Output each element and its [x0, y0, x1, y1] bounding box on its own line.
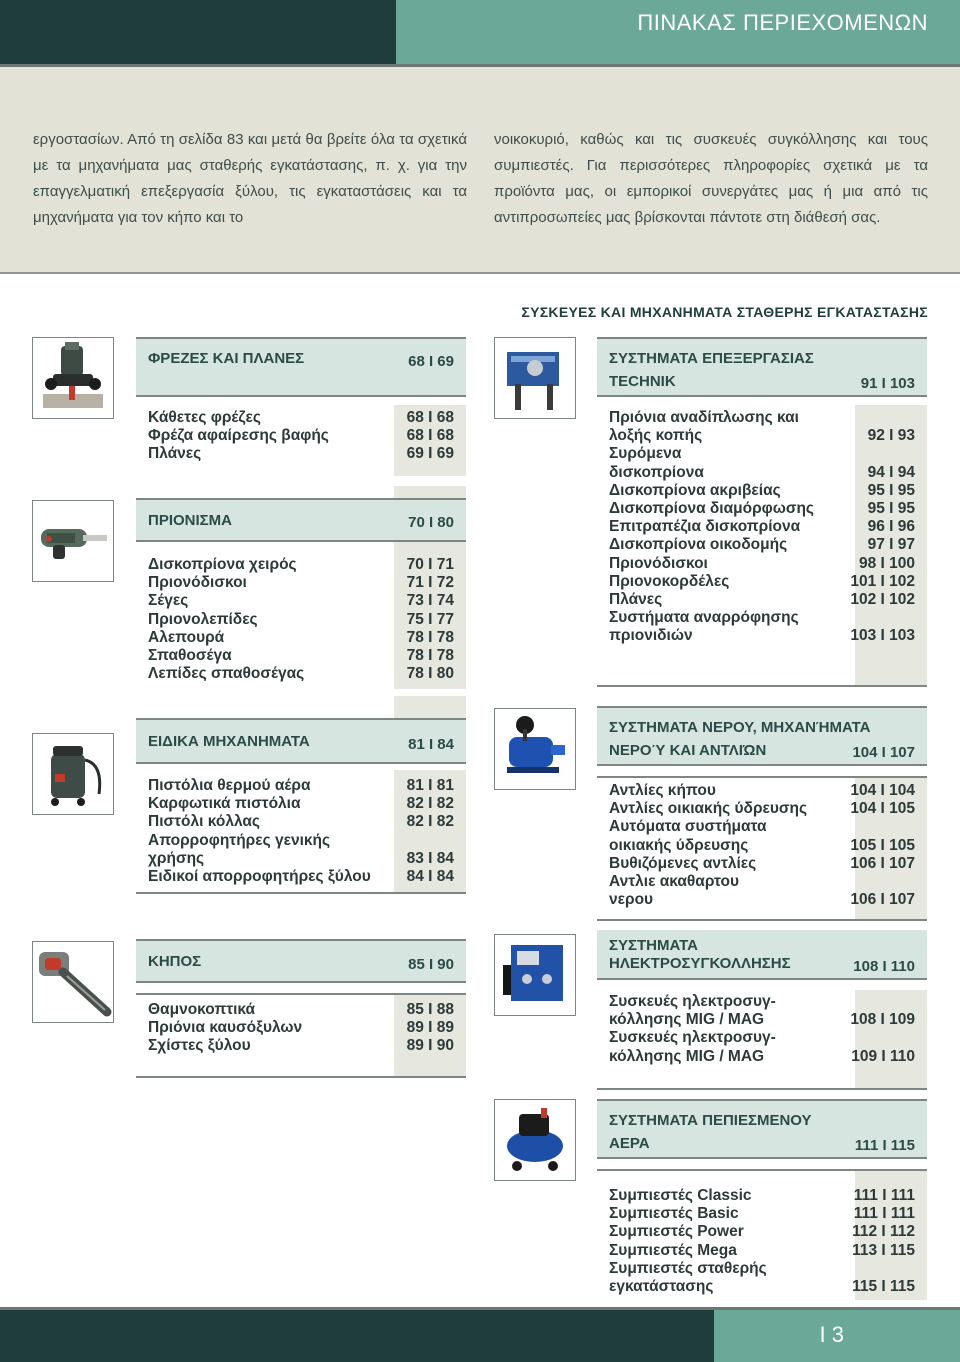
- item-label: Κάθετες φρέζες: [148, 409, 261, 426]
- item-label: Πριονόδισκοι: [609, 554, 708, 572]
- item-pages: 109 I 110: [851, 1047, 915, 1065]
- item-label: δισκοπρίονα: [609, 463, 704, 481]
- table-saw-image: [494, 337, 576, 419]
- item-label: Σπαθοσέγα: [148, 646, 232, 664]
- section-special-machines: [136, 696, 466, 894]
- section-item-list: [136, 993, 466, 1078]
- list-item: [597, 1223, 927, 1241]
- section-pages: 91 I 103: [860, 375, 915, 392]
- section-title-line2: TECHNIK: [609, 373, 676, 390]
- item-pages: 104 I 104: [850, 782, 915, 799]
- item-label: Επιτραπέζια δισκοπρίονα: [609, 518, 801, 536]
- item-label: Πριόνια καυσόξυλων: [148, 1019, 303, 1037]
- item-pages: 73 I 74: [406, 592, 454, 610]
- item-label: Συμπιεστές Mega: [609, 1241, 737, 1259]
- section-item-list: [136, 405, 466, 470]
- section-pages: 85 I 90: [408, 956, 454, 973]
- item-pages: 68 I 68: [406, 409, 454, 426]
- section-title: ΕΙΔΙΚΑ ΜΗΧΑΝΗΜΑΤΑ: [148, 733, 310, 750]
- list-item: [597, 573, 927, 591]
- section-item-list: [136, 542, 466, 689]
- list-item: [597, 1011, 927, 1029]
- list-item: [136, 592, 466, 610]
- item-pages: 108 I 109: [850, 1011, 915, 1029]
- item-label: Θαμνοκοπτικά: [148, 1001, 256, 1018]
- item-label: Συμπιεστές Basic: [609, 1205, 739, 1223]
- welder-image: [494, 934, 576, 1016]
- list-item: [597, 518, 927, 536]
- list-item: [136, 1019, 466, 1037]
- list-item: [597, 536, 927, 554]
- intro-text-right: νοικοκυριό, καθώς και τις συσκευές συγκόλλησης και τους συμπιεστές. Για περισσότερες πληροφορίες σχετικά με τα προϊόντα μας, οι εμπορικοί συνεργάτες μας ή μια από τις αντιπροσωπείες μας βρίσκονται πάντοτε στη διάθεσή σας.: [494, 131, 928, 226]
- item-label: Αντλίες κήπου: [609, 782, 716, 799]
- list-item: [597, 873, 927, 891]
- intro-box: [0, 67, 960, 274]
- item-pages: 85 I 88: [406, 1001, 454, 1018]
- list-item: [597, 891, 927, 909]
- item-label: λοξής κοπής: [609, 427, 703, 445]
- item-pages: 113 I 115: [852, 1241, 915, 1259]
- item-label: Λεπίδες σπαθοσέγας: [148, 665, 305, 683]
- item-pages: 78 I 80: [406, 665, 454, 683]
- list-item: [597, 1242, 927, 1260]
- section-title-line2: ΗΛΕΚΤΡΟΣΥΓΚΟΛΛΗΣΗΣ: [609, 955, 791, 972]
- item-label: Πιστόλι κόλλας: [148, 813, 260, 831]
- item-label: κόλλησης MIG / MAG: [609, 1047, 765, 1065]
- list-item: [597, 591, 927, 609]
- section-title-line1: ΣΥΣΤΗΜΑΤΑ ΝΕΡΟΥ, ΜΗΧΑΝΉΜΑΤΑ: [609, 719, 871, 736]
- item-label: Καρφωτικά πιστόλια: [148, 795, 301, 813]
- item-pages: 92 I 93: [867, 427, 915, 445]
- list-item: [136, 629, 466, 647]
- item-label: Πριονόδισκοι: [148, 574, 247, 592]
- list-item: [136, 1001, 466, 1019]
- list-item: [136, 832, 466, 850]
- item-pages: 111 I 111: [853, 1187, 915, 1204]
- item-label: νερου: [609, 891, 654, 909]
- router-tool-image: [32, 337, 114, 419]
- item-pages: 102 I 102: [850, 590, 915, 608]
- item-label: Συμπιεστές σταθερής: [609, 1259, 767, 1277]
- list-item: [597, 800, 927, 818]
- section-title-line1: ΣΥΣΤΗΜΑΤΑ ΕΠΕΞΕΡΓΑΣΙΑΣ: [609, 350, 814, 367]
- item-label: Αυτόματα συστήματα: [609, 818, 767, 836]
- section-title: ΠΡΙΟΝΙΣΜΑ: [148, 512, 233, 529]
- list-item: [597, 837, 927, 855]
- list-item: [136, 795, 466, 813]
- list-item: [136, 777, 466, 795]
- section-pages: 104 I 107: [852, 744, 915, 761]
- item-pages: 71 I 72: [406, 574, 454, 592]
- list-item: [597, 627, 927, 645]
- compressor-image: [494, 1099, 576, 1181]
- list-item: [136, 574, 466, 592]
- section-welding: [597, 930, 927, 1090]
- item-pages: 106 I 107: [850, 854, 915, 872]
- section-heading: ΣΥΣΚΕΥΕΣ ΚΑΙ ΜΗΧΑΝΗΜΑΤΑ ΣΤΑΘΕΡΗΣ ΕΓΚΑΤΑΣΤΑΣΗΣ: [521, 304, 928, 320]
- list-item: [597, 409, 927, 427]
- list-item: [597, 1278, 927, 1296]
- section-title-line1: ΣΥΣΤΗΜΑΤΑ ΠΕΠΙΕΣΜΕΝΟΥ: [609, 1112, 812, 1129]
- footer-dark-band: [0, 1310, 714, 1362]
- section-technik: [597, 337, 927, 687]
- list-item: [136, 445, 466, 463]
- item-pages: 103 I 103: [850, 627, 915, 645]
- item-label: Πριόνια αναδίπλωσης και: [609, 409, 799, 426]
- item-pages: 89 I 89: [406, 1019, 454, 1037]
- list-item: [136, 665, 466, 683]
- item-pages: 105 I 105: [850, 836, 915, 854]
- item-label: Αλεπουρά: [148, 628, 225, 646]
- item-pages: 78 I 78: [406, 646, 454, 664]
- item-label: Δισκοπρίονα χειρός: [148, 556, 297, 573]
- list-item: [597, 445, 927, 463]
- section-item-list: [597, 776, 927, 921]
- item-label: Δισκοπρίονα οικοδομής: [609, 536, 788, 554]
- item-pages: 82 I 82: [406, 813, 454, 831]
- section-title-line1: ΣΥΣΤΗΜΑΤΑ: [609, 937, 698, 954]
- item-pages: 94 I 94: [867, 463, 915, 481]
- item-label: Ειδικοί απορροφητήρες ξύλου: [148, 867, 371, 885]
- intro-text-left: εργοστασίων. Από τη σελίδα 83 και μετά θα βρείτε όλα τα σχετικά με τα μηχανήματα μας σταθερής εγκατάστασης, π. χ. για την επαγγελματική επεξεργασία ξύλου, τις εγκαταστάσεις και τα μηχανήματα για τον κήπο και το: [33, 131, 467, 226]
- section-title-line2: ΝΕΡΟΎ ΚΑΙ ΑΝΤΛΙΏΝ: [609, 742, 767, 759]
- list-item: [136, 1037, 466, 1055]
- section-title: ΦΡΕΖΕΣ ΚΑΙ ΠΛΑΝΕΣ: [148, 350, 305, 367]
- item-label: Πλάνες: [609, 590, 663, 608]
- item-pages: 95 I 95: [867, 499, 915, 517]
- item-pages: 96 I 96: [867, 518, 915, 536]
- section-item-list: [597, 405, 927, 687]
- item-label: Δισκοπρίονα διαμόρφωσης: [609, 499, 814, 517]
- item-pages: 70 I 71: [406, 556, 454, 573]
- item-pages: 111 I 111: [853, 1205, 915, 1223]
- list-item: [597, 427, 927, 445]
- section-pages: 70 I 80: [408, 514, 454, 531]
- item-label: Απορροφητήρες γενικής: [148, 831, 331, 849]
- page-number: I 3: [819, 1322, 844, 1347]
- list-item: [597, 609, 927, 627]
- list-item: [597, 1048, 927, 1066]
- item-pages: 68 I 68: [406, 427, 454, 445]
- page-title: ΠΙΝΑΚΑΣ ΠΕΡΙΕΧΟΜΕΝΩΝ: [637, 10, 928, 35]
- item-pages: 97 I 97: [867, 536, 915, 554]
- section-pages: 68 I 69: [408, 353, 454, 370]
- section-routers-planers: [136, 337, 466, 470]
- list-item: [597, 782, 927, 800]
- water-pump-image: [494, 708, 576, 790]
- section-item-list: [597, 990, 927, 1090]
- list-item: [597, 993, 927, 1011]
- list-item: [597, 818, 927, 836]
- list-item: [136, 868, 466, 886]
- list-item: [136, 813, 466, 831]
- item-pages: 75 I 77: [406, 610, 454, 628]
- item-label: Συστήματα αναρρόφησης: [609, 609, 799, 627]
- header-dark-band: [0, 0, 396, 64]
- item-label: Σχίστες ξύλου: [148, 1037, 251, 1055]
- item-pages: 89 I 90: [406, 1037, 454, 1055]
- item-label: Βυθιζόμενες αντλίες: [609, 854, 757, 872]
- list-item: [597, 464, 927, 482]
- item-label: Πιστόλια θερμού αέρα: [148, 777, 311, 794]
- item-label: Συσκευές ηλεκτροσυγ-: [609, 1029, 776, 1047]
- section-title-line2: ΑΕΡΑ: [609, 1135, 650, 1152]
- list-item: [597, 1187, 927, 1205]
- item-pages: 95 I 95: [867, 481, 915, 499]
- item-pages: 84 I 84: [406, 867, 454, 885]
- item-pages: 112 I 112: [852, 1223, 915, 1241]
- item-pages: 106 I 107: [850, 891, 915, 909]
- list-item: [597, 855, 927, 873]
- item-label: Πριονολεπίδες: [148, 610, 258, 628]
- list-item: [136, 647, 466, 665]
- item-label: Πλάνες: [148, 445, 202, 463]
- list-item: [136, 427, 466, 445]
- item-pages: 78 I 78: [406, 628, 454, 646]
- item-pages: 69 I 69: [406, 445, 454, 463]
- item-label: οικιακής ύδρευσης: [609, 836, 749, 854]
- section-pages: 111 I 115: [854, 1137, 915, 1154]
- item-label: Φρέζα αφαίρεσης βαφής: [148, 427, 329, 445]
- item-label: Αντλιε ακαθαρτου: [609, 872, 739, 890]
- list-item: [136, 850, 466, 868]
- item-label: Αντλίες οικιακής ύδρευσης: [609, 800, 808, 818]
- special-strip-spacer: [136, 696, 466, 718]
- section-pages: 108 I 110: [853, 958, 915, 975]
- list-item: [597, 482, 927, 500]
- item-label: χρήσης: [148, 849, 205, 867]
- section-pages: 81 I 84: [408, 736, 454, 753]
- section-item-list: [597, 1169, 927, 1300]
- section-title: ΚΗΠΟΣ: [148, 953, 202, 970]
- item-label: Πριονοκορδέλες: [609, 572, 730, 590]
- section-item-list: [136, 770, 466, 894]
- list-item: [136, 409, 466, 427]
- header-teal-band: [396, 0, 960, 64]
- item-label: Συσκευές ηλεκτροσυγ-: [609, 993, 776, 1010]
- item-label: Συρόμενα: [609, 445, 682, 463]
- list-item: [597, 1260, 927, 1278]
- item-pages: 83 I 84: [406, 849, 454, 867]
- item-label: πριονιδιών: [609, 627, 693, 645]
- saws-strip-spacer: [136, 486, 466, 498]
- item-pages: 81 I 81: [406, 777, 454, 794]
- section-sawing: [136, 486, 466, 689]
- saw-tool-image: [32, 500, 114, 582]
- section-garden: [136, 939, 466, 1078]
- list-item: [597, 1205, 927, 1223]
- section-water-systems: [597, 706, 927, 921]
- item-pages: 115 I 115: [852, 1277, 915, 1295]
- item-label: εγκατάστασης: [609, 1277, 714, 1295]
- section-compressed-air: [597, 1099, 927, 1300]
- item-pages: 98 I 100: [858, 554, 915, 572]
- item-label: Συμπιεστές Classic: [609, 1187, 752, 1204]
- item-label: Δισκοπρίονα ακριβείας: [609, 481, 781, 499]
- list-item: [136, 556, 466, 574]
- item-pages: 82 I 82: [406, 795, 454, 813]
- list-item: [136, 611, 466, 629]
- item-pages: 101 I 102: [850, 572, 915, 590]
- list-item: [597, 500, 927, 518]
- vacuum-tool-image: [32, 733, 114, 815]
- item-label: Σέγες: [148, 592, 189, 610]
- item-pages: 104 I 105: [850, 800, 915, 818]
- list-item: [597, 555, 927, 573]
- hedge-trimmer-image: [32, 941, 114, 1023]
- list-item: [597, 1029, 927, 1047]
- item-label: κόλλησης MIG / MAG: [609, 1011, 765, 1029]
- item-label: Συμπιεστές Power: [609, 1223, 744, 1241]
